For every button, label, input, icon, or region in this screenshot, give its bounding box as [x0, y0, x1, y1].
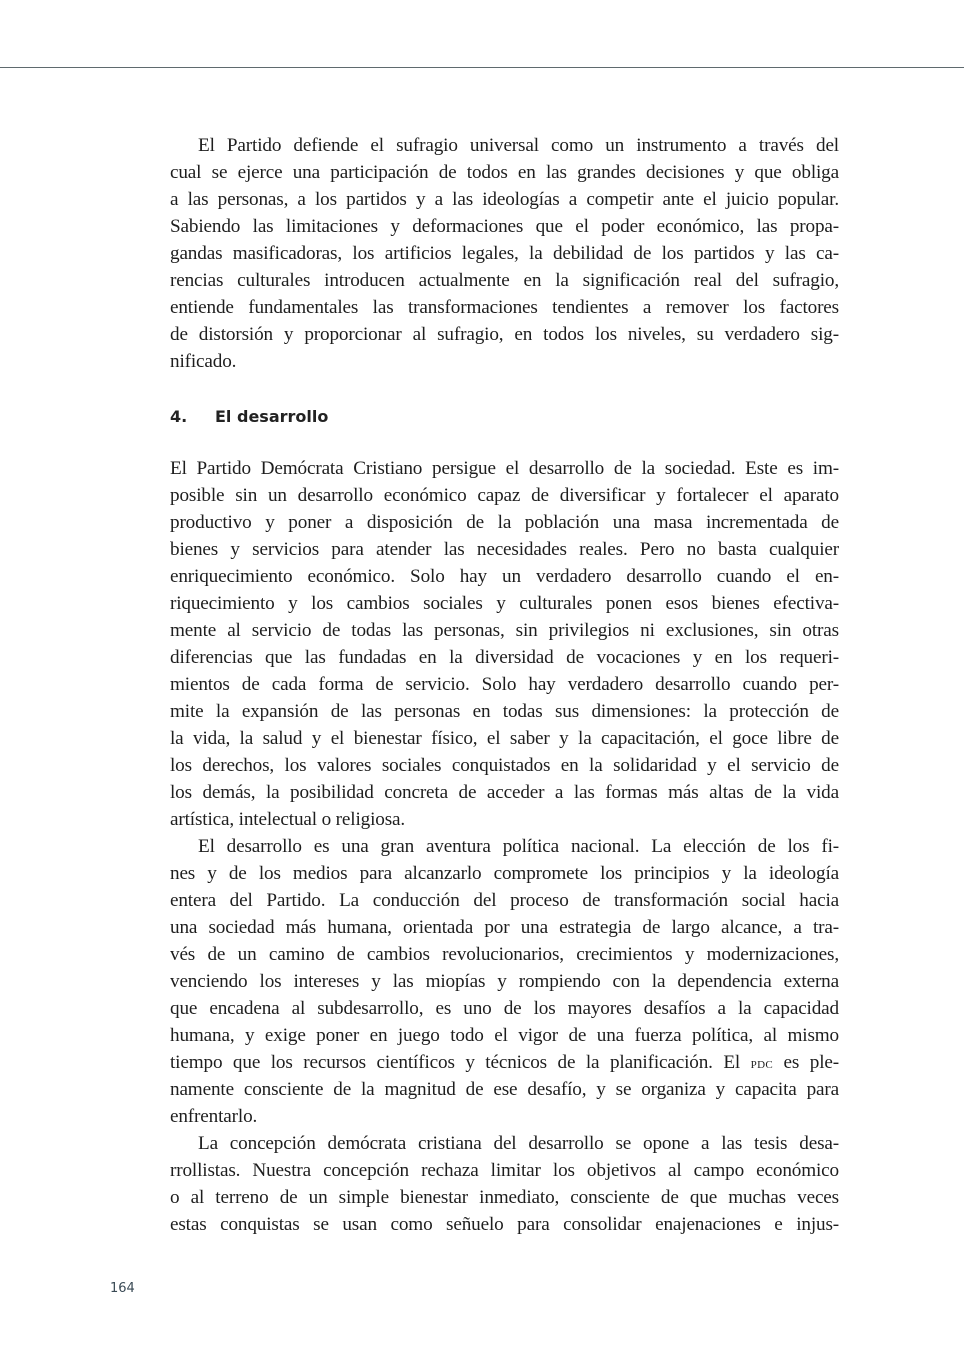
text-line: la vida, la salud y el bienestar físico, el saber y la capacitación, el goce libre de	[170, 728, 839, 749]
text-line: productivo y poner a disposición de la población una masa incrementada de	[170, 512, 839, 533]
text-line: vés de un camino de cambios revolucionarios, crecimientos y modernizaciones,	[170, 944, 839, 965]
text-line: mente al servicio de todas las personas, sin privilegios ni exclusiones, sin otras	[170, 620, 839, 641]
text-line: los demás, la posibilidad concreta de acceder a las formas más altas de la vida	[170, 782, 839, 803]
abbreviation-pdc: pdc	[750, 1055, 773, 1072]
text-line: rencias culturales introducen actualmente en la significación real del sufragio,	[170, 270, 839, 291]
paragraph-desarrollo-intro	[170, 455, 839, 833]
text-line: mite la expansión de las personas en todas sus dimensiones: la protección de	[170, 701, 839, 722]
text-line: venciendo los intereses y las miopías y rompiendo con la dependencia externa	[170, 971, 839, 992]
text-line: bienes y servicios para atender las necesidades reales. Pero no basta cualquier	[170, 539, 839, 560]
text-line: enriquecimiento económico. Solo hay un verdadero desarrollo cuando el en-	[170, 566, 839, 587]
section-title: El desarrollo	[215, 407, 329, 426]
text-line: los derechos, los valores sociales conquistados en la solidaridad y el servicio de	[170, 755, 839, 776]
text-line: a las personas, a los partidos y a las ideologías a competir ante el juicio popular.	[170, 189, 839, 210]
section-heading	[170, 403, 328, 430]
text-line: una sociedad más humana, orientada por una estrategia de largo alcance, a tra-	[170, 917, 839, 938]
text-line: estas conquistas se usan como señuelo para consolidar enajenaciones e injus-	[170, 1214, 839, 1235]
text-line: o al terreno de un simple bienestar inmediato, consciente de que muchas veces	[170, 1187, 839, 1208]
paragraph-sufragio	[170, 132, 839, 375]
text-line: riquecimiento y los cambios sociales y culturales ponen esos bienes efectiva-	[170, 593, 839, 614]
section-number: 4.	[170, 407, 188, 426]
text-line: El Partido defiende el sufragio universal como un instrumento a través del	[198, 135, 839, 156]
text-line: gandas masificadoras, los artificios legales, la debilidad de los partidos y las ca-	[170, 243, 839, 264]
header-rule	[0, 67, 964, 68]
text-line: enfrentarlo.	[170, 1106, 258, 1127]
text-line: cual se ejerce una participación de todos en las grandes decisiones y que obliga	[170, 162, 839, 183]
text-fragment: es ple-	[772, 1052, 839, 1073]
text-line: namente consciente de la magnitud de ese desafío, y se organiza y capacita para	[170, 1079, 839, 1100]
text-line: Sabiendo las limitaciones y deformaciones que el poder económico, las propa-	[170, 216, 839, 237]
text-line	[170, 1049, 839, 1076]
text-fragment: tiempo que los recursos científicos y técnicos de la planificación. El	[170, 1052, 751, 1073]
text-line: que encadena al subdesarrollo, es uno de los mayores desafíos a la capacidad	[170, 998, 839, 1019]
text-line: nes y de los medios para alcanzarlo compromete los principios y la ideología	[170, 863, 839, 884]
text-line: posible sin un desarrollo económico capaz de diversificar y fortalecer el aparato	[170, 485, 839, 506]
text-line: nificado.	[170, 351, 237, 372]
page-number: 164	[110, 1281, 135, 1296]
text-line: de distorsión y proporcionar al sufragio, en todos los niveles, su verdadero sig-	[170, 324, 839, 345]
text-line: entiende fundamentales las transformaciones tendientes a remover los factores	[170, 297, 839, 318]
paragraph-concepcion	[170, 1130, 839, 1238]
text-line: entera del Partido. La conducción del proceso de transformación social hacia	[170, 890, 839, 911]
text-line: mientos de cada forma de servicio. Solo hay verdadero desarrollo cuando per-	[170, 674, 839, 695]
paragraph-aventura-politica	[170, 833, 839, 1130]
text-line: diferencias que las fundadas en la diversidad de vocaciones y en los requeri-	[170, 647, 839, 668]
text-line: humana, y exige poner en juego todo el vigor de una fuerza política, al mismo	[170, 1025, 839, 1046]
text-line: La concepción demócrata cristiana del desarrollo se opone a las tesis desa-	[198, 1133, 839, 1154]
text-line: artística, intelectual o religiosa.	[170, 809, 406, 830]
text-line: El Partido Demócrata Cristiano persigue el desarrollo de la sociedad. Este es im-	[170, 458, 839, 479]
text-line: El desarrollo es una gran aventura política nacional. La elección de los fi-	[198, 836, 839, 857]
text-line: rrollistas. Nuestra concepción rechaza limitar los objetivos al campo económico	[170, 1160, 839, 1181]
